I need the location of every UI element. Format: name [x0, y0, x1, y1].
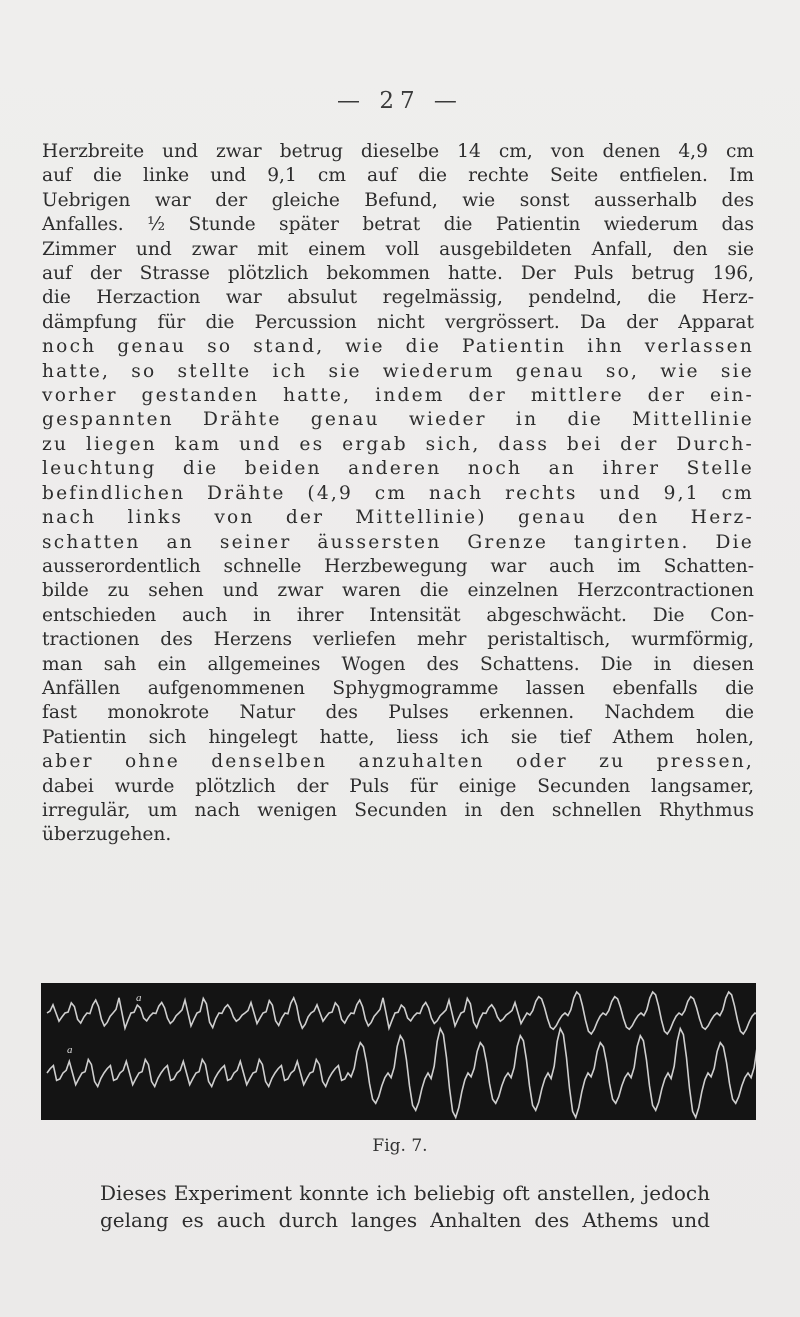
text-line: Dieses Experiment konnte ich beliebig oft anstellen, jedoch	[100, 1181, 710, 1205]
text-line: entschieden auch in ihrer Intensität abgeschwächt. Die Con-	[42, 604, 754, 626]
text-line: ausserordentlich schnelle Herzbewegung war auch im Schatten-	[42, 555, 754, 577]
text-line: Anfalles. ½ Stunde später betrat die Patientin wiederum das	[42, 214, 754, 236]
text-line: dabei wurde plötzlich der Puls für einige Secunden langsamer,	[42, 775, 754, 797]
text-line: auf der Strasse plötzlich bekommen hatte. Der Puls betrug 196,	[42, 263, 754, 285]
text-line: Anfällen aufgenommenen Sphygmogramme lassen ebenfalls die	[42, 677, 754, 699]
sphygmogram-traces	[41, 983, 756, 1120]
text-line: Uebrigen war der gleiche Befund, wie sonst ausserhalb des	[42, 189, 754, 211]
text-line: auf die linke und 9,1 cm auf die rechte Seite entfielen. Im	[42, 165, 754, 187]
figure-caption: Fig. 7.	[372, 1136, 428, 1156]
text-line: fast monokrote Natur des Pulses erkennen. Nachdem die	[42, 702, 754, 724]
text-line-spaced: leuchtung die beiden anderen noch an ihrer Stelle	[42, 458, 754, 480]
text-line: Herzbreite und zwar betrug dieselbe 14 cm, von denen 4,9 cm	[42, 141, 754, 162]
text-line-spaced: zu liegen kam und es ergab sich, dass bei der Durch-	[42, 433, 754, 455]
text-line: überzugehen.	[42, 824, 172, 846]
text-line-spaced: schatten an seiner äussersten Grenze tangirten. Die	[42, 531, 754, 553]
text-line-spaced: hatte, so stellte ich sie wiederum genau so, wie sie	[42, 360, 754, 382]
text-line-spaced: vorher gestanden hatte, indem der mittlere der ein-	[42, 385, 754, 407]
upper-pulse-trace	[47, 992, 756, 1034]
text-line-spaced: noch genau so stand, wie die Patientin ihn verlassen	[42, 336, 754, 358]
lower-pulse-trace	[47, 1029, 756, 1118]
text-line-spaced: befindlichen Drähte (4,9 cm nach rechts und 9,1 cm	[42, 482, 754, 504]
sphygmogram-figure	[41, 983, 756, 1120]
text-line: irregulär, um nach wenigen Secunden in den schnellen Rhythmus	[42, 799, 754, 821]
page-number: — 27 —	[337, 88, 463, 114]
text-line-spaced: gespannten Drähte genau wieder in die Mittellinie	[42, 409, 754, 431]
text-line: tractionen des Herzens verliefen mehr peristaltisch, wurmförmig,	[42, 629, 754, 651]
text-line: Zimmer und zwar mit einem voll ausgebildeten Anfall, den sie	[42, 238, 754, 260]
text-line: gelang es auch durch langes Anhalten des Athems und	[100, 1208, 710, 1232]
trace-label-upper: a	[136, 992, 142, 1004]
body-paragraph	[42, 140, 754, 848]
text-line-spaced: aber ohne denselben anzuhalten oder zu pressen,	[42, 751, 754, 773]
text-line: Patientin sich hingelegt hatte, liess ich sie tief Athem holen,	[42, 726, 754, 748]
text-line: man sah ein allgemeines Wogen des Schattens. Die in diesen	[42, 653, 754, 675]
text-line-spaced: nach links von der Mittellinie) genau den Herz-	[42, 507, 754, 529]
continuation-paragraph	[100, 1180, 710, 1234]
text-line: bilde zu sehen und zwar waren die einzelnen Herzcontractionen	[42, 580, 754, 602]
trace-label-lower: a	[67, 1044, 73, 1056]
text-line: die Herzaction war absulut regelmässig, pendelnd, die Herz-	[42, 287, 754, 309]
text-line: dämpfung für die Percussion nicht vergrössert. Da der Apparat	[42, 311, 754, 333]
